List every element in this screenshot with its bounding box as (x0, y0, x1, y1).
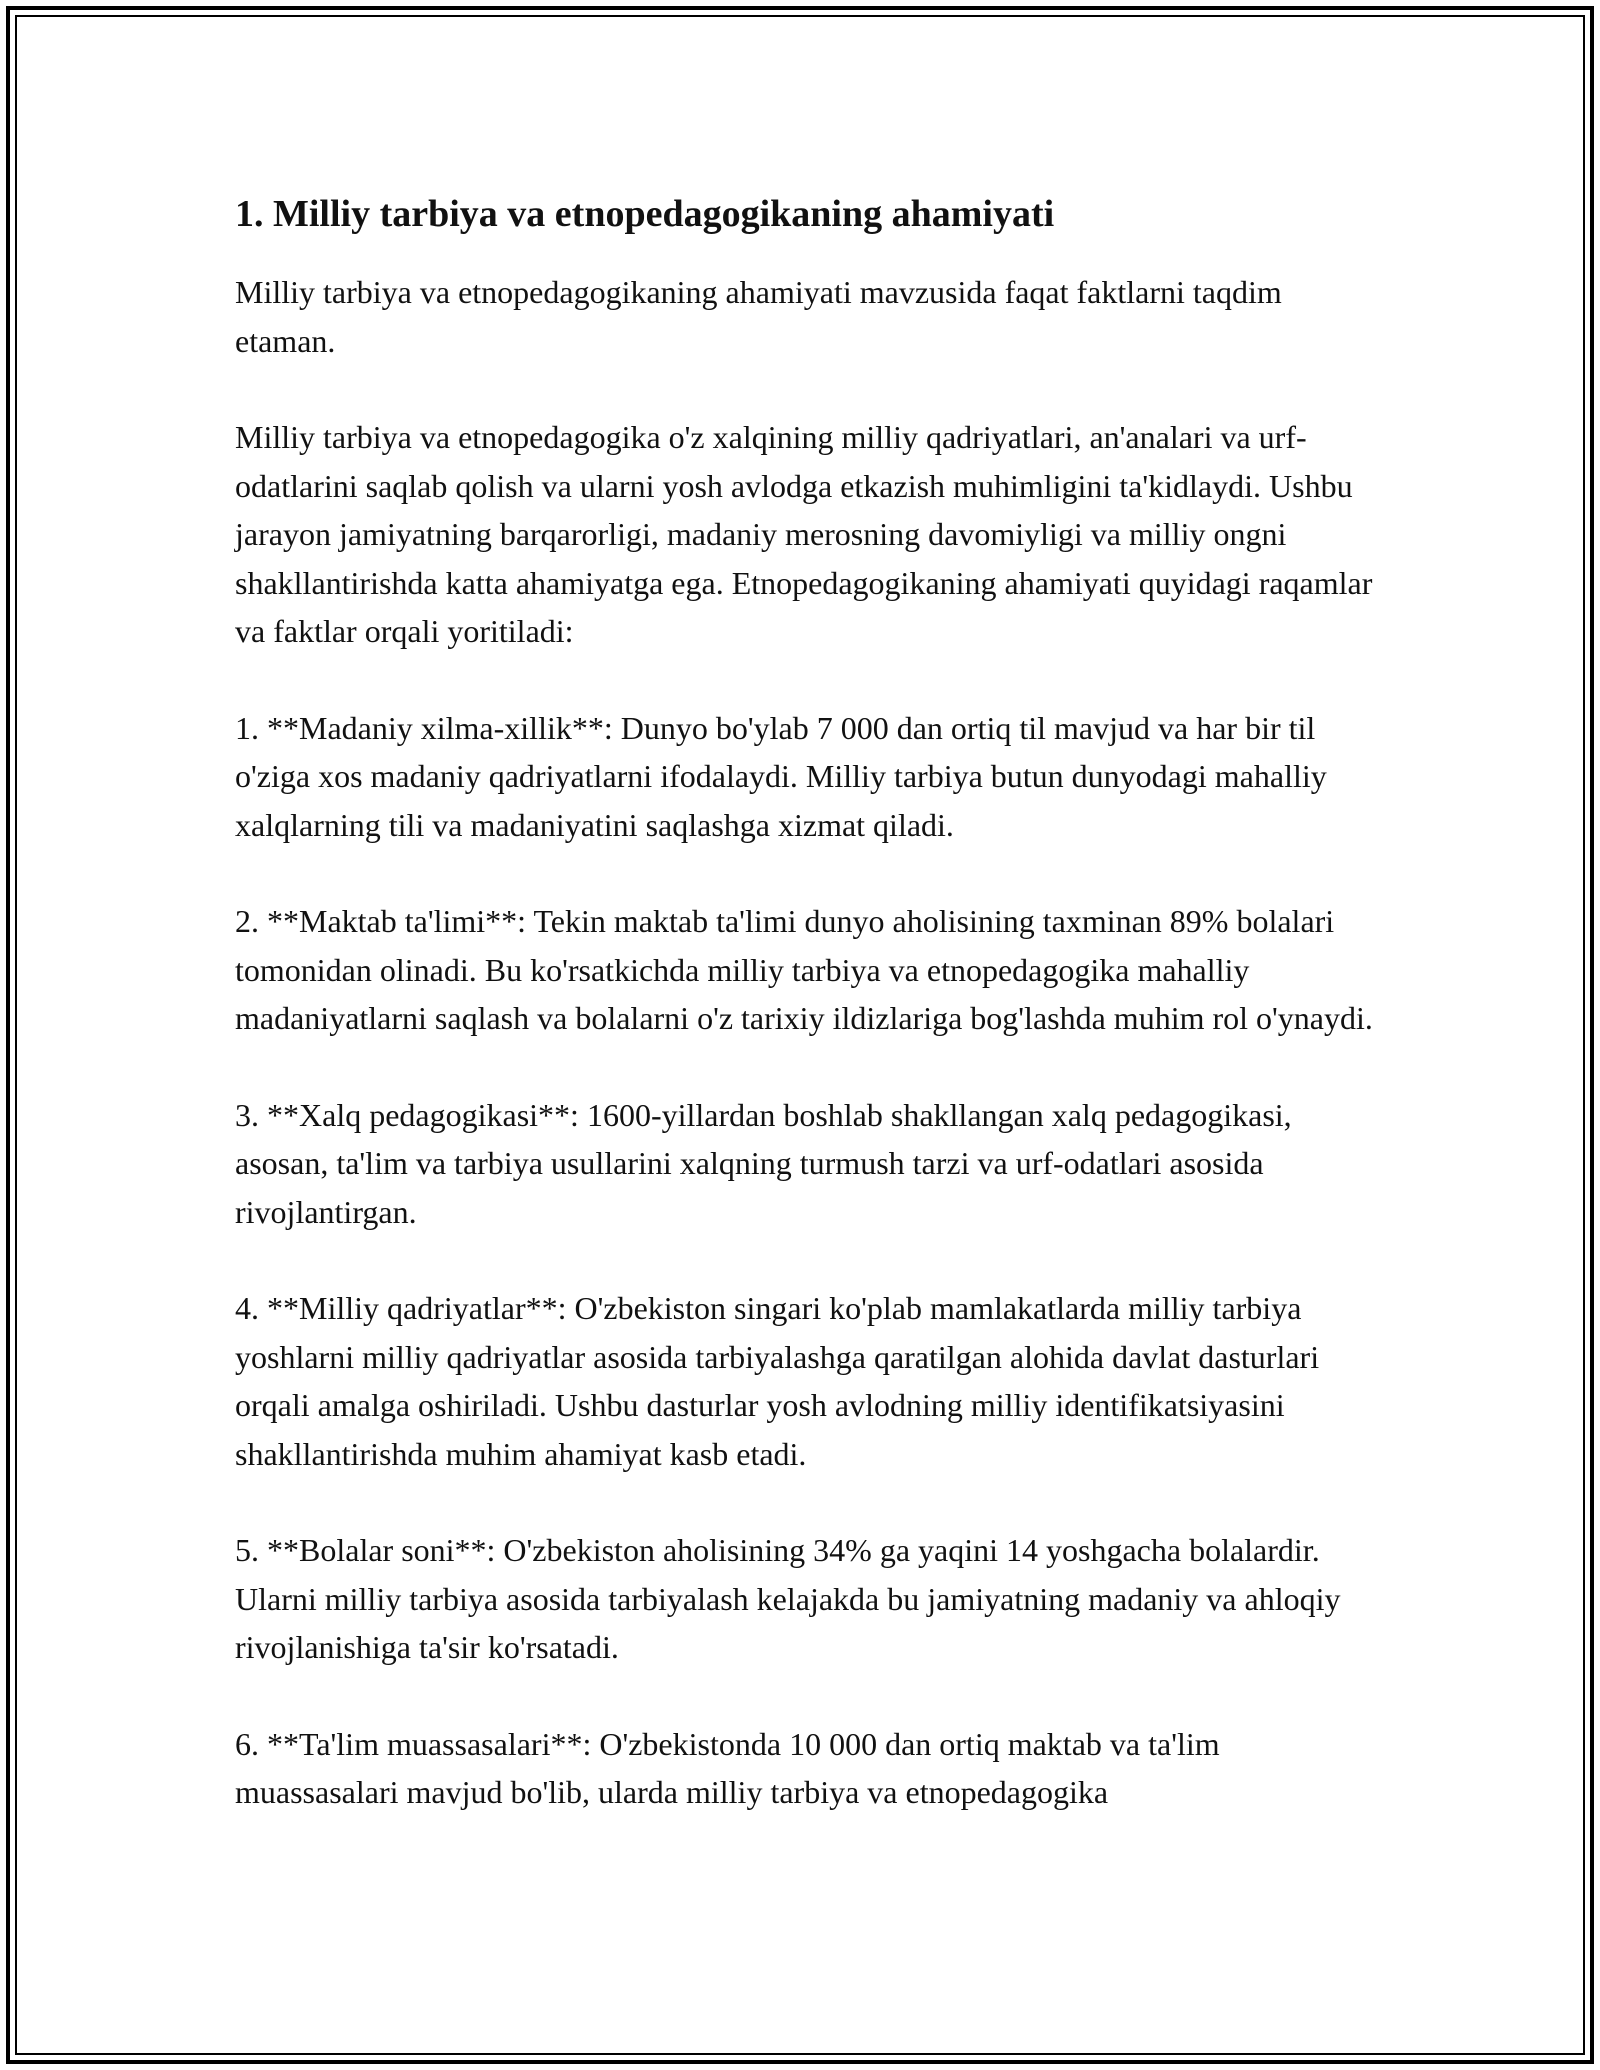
point-paragraph: 2. **Maktab ta'limi**: Tekin maktab ta'limi dunyo aholisining taxminan 89% bolalari tomonidan olinadi. Bu ko'rsatkichda milliy tarbiya va etnopedagogika mahalliy madaniyatlarni saqlash va bolalarni o'z tarixiy ildizlariga bog'lashda muhim rol o'ynaydi. (235, 903, 1373, 1036)
overview-paragraph: Milliy tarbiya va etnopedagogika o'z xalqining milliy qadriyatlari, an'analari va urf-odatlarini saqlab qolish va ularni yosh avlodga etkazish muhimligini ta'kidlaydi. Ushbu jarayon jamiyatning barqarorligi, madaniy merosning davomiyligi va milliy ongni shakllantirishda katta ahamiyatga ega. Etnopedagogikaning ahamiyati quyidagi raqamlar va faktlar orqali yoritiladi: (235, 419, 1373, 649)
intro-paragraph: Milliy tarbiya va etnopedagogikaning ahamiyati mavzusida faqat faktlarni taqdim etaman. (235, 274, 1282, 359)
point-paragraph: 3. **Xalq pedagogikasi**: 1600-yillardan boshlab shakllangan xalq pedagogikasi, asosan, ta'lim va tarbiya usullarini xalqning turmush tarzi va urf-odatlari asosida rivojlantirgan. (235, 1096, 1292, 1230)
section-heading: 1. Milliy tarbiya va etnopedagogikaning ahamiyati (235, 193, 1055, 235)
point-paragraph: 4. **Milliy qadriyatlar**: O'zbekiston singari ko'plab mamlakatlarda milliy tarbiya yoshlarni milliy qadriyatlar asosida tarbiyalashga qaratilgan alohida davlat dasturlari orqali amalga oshiriladi. Ushbu dasturlar yosh avlodning milliy identifikatsiyasini shakllantirishda muhim ahamiyat kasb etadi. (235, 1290, 1320, 1472)
point-paragraph: 1. **Madaniy xilma-xillik**: Dunyo bo'ylab 7 000 dan ortiq til mavjud va har bir til o'ziga xos madaniy qadriyatlarni ifodalaydi. Milliy tarbiya butun dunyodagi mahalliy xalqlarning tili va madaniyatini saqlashga xizmat qiladi. (235, 709, 1327, 843)
point-paragraph: 6. **Ta'lim muassasalari**: O'zbekistonda 10 000 dan ortiq maktab va ta'lim muassasalari mavjud bo'lib, ularda milliy tarbiya va etnopedagogika (235, 1725, 1220, 1810)
point-paragraph: 5. **Bolalar soni**: O'zbekiston aholisining 34% ga yaqini 14 yoshgacha bolalardir. Ularni milliy tarbiya asosida tarbiyalash kelajakda bu jamiyatning madaniy va ahloqiy rivojlanishiga ta'sir ko'rsatadi. (235, 1532, 1341, 1665)
document-body (235, 190, 1385, 1865)
